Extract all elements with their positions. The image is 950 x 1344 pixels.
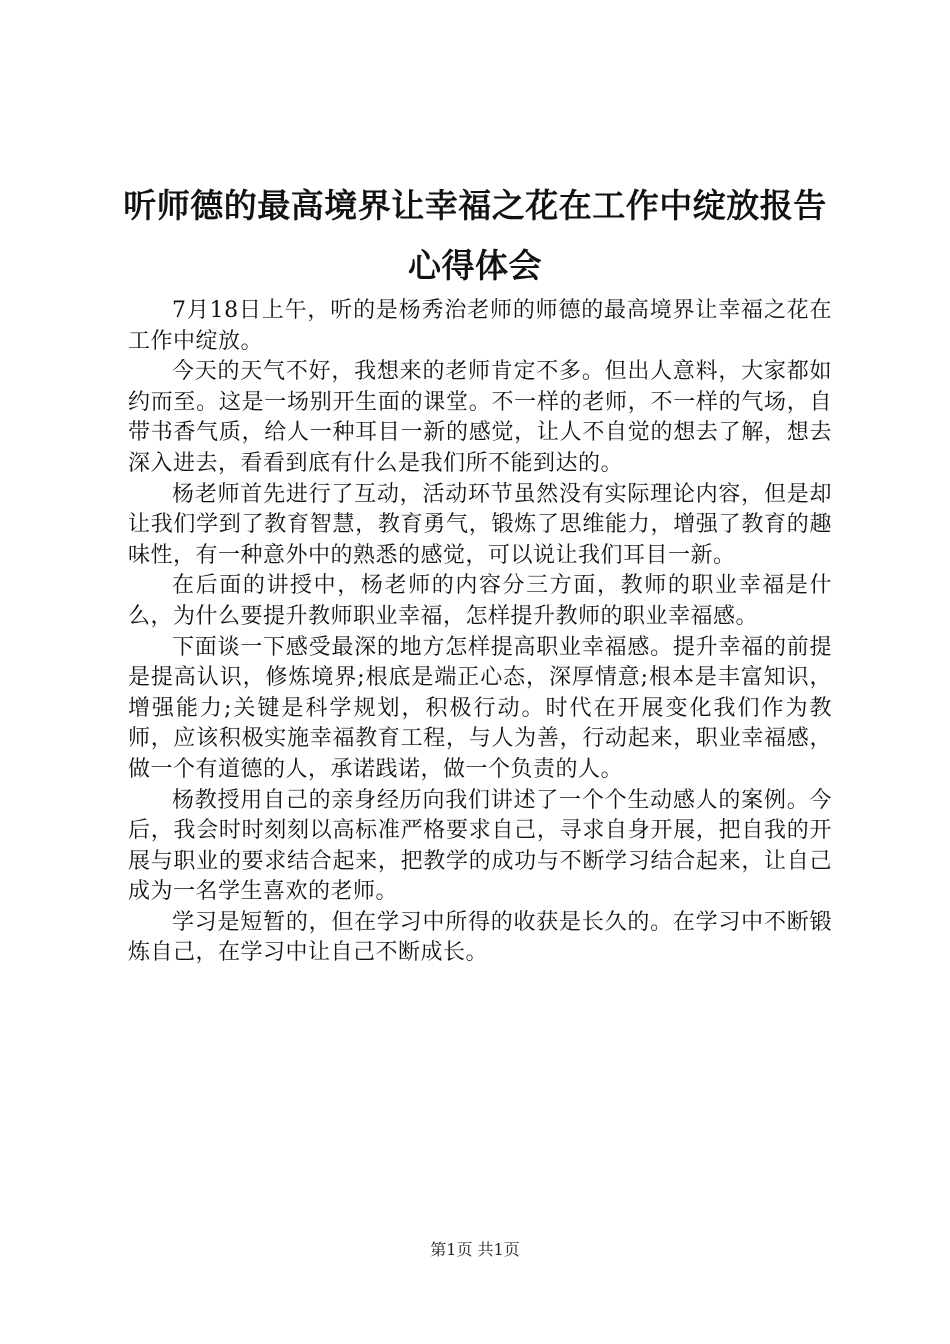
paragraph-3: 杨老师首先进行了互动，活动环节虽然没有实际理论内容，但是却让我们学到了教育智慧，教育勇气，锻炼了思维能力，增强了教育的趣味性，有一种意外中的熟悉的感觉，可以说让我们耳目一新。 [128,481,832,568]
paragraph-4: 在后面的讲授中，杨老师的内容分三方面，教师的职业幸福是什么，为什么要提升教师职业幸福，怎样提升教师的职业幸福感。 [128,573,832,629]
paragraph-1: 7月18日上午，听的是杨秀治老师的师德的最高境界让幸福之花在工作中绽放。 [128,298,832,354]
document-title: 听师德的最高境界让幸福之花在工作中绽放报告心得体会 [123,186,827,285]
paragraph-2: 今天的天气不好，我想来的老师肯定不多。但出人意料，大家都如约而至。这是一场别开生面的课堂。不一样的老师，不一样的气场，自带书香气质，给人一种耳目一新的感觉，让人不自觉的想去了解，想去深入进去，看看到底有什么是我们所不能到达的。 [128,359,832,476]
paragraph-5: 下面谈一下感受最深的地方怎样提高职业幸福感。提升幸福的前提是提高认识，修炼境界;根底是端正心态，深厚情意;根本是丰富知识，增强能力;关键是科学规划，积极行动。时代在开展变化我们作为教师，应该积极实施幸福教育工程，与人为善，行动起来，职业幸福感，做一个有道德的人，承诺践诺，做一个负责的人。 [128,634,832,782]
document-body [128,296,832,969]
paragraph-7: 学习是短暂的，但在学习中所得的收获是长久的。在学习中不断锻炼自己，在学习中让自己不断成长。 [128,909,832,966]
page-footer: 第1页 共1页 [430,1240,520,1259]
paragraph-6: 杨教授用自己的亲身经历向我们讲述了一个个生动感人的案例。今后，我会时时刻刻以高标准严格要求自己，寻求自身开展，把自我的开展与职业的要求结合起来，把教学的成功与不断学习结合起来，让自己成为一名学生喜欢的老师。 [128,787,832,905]
